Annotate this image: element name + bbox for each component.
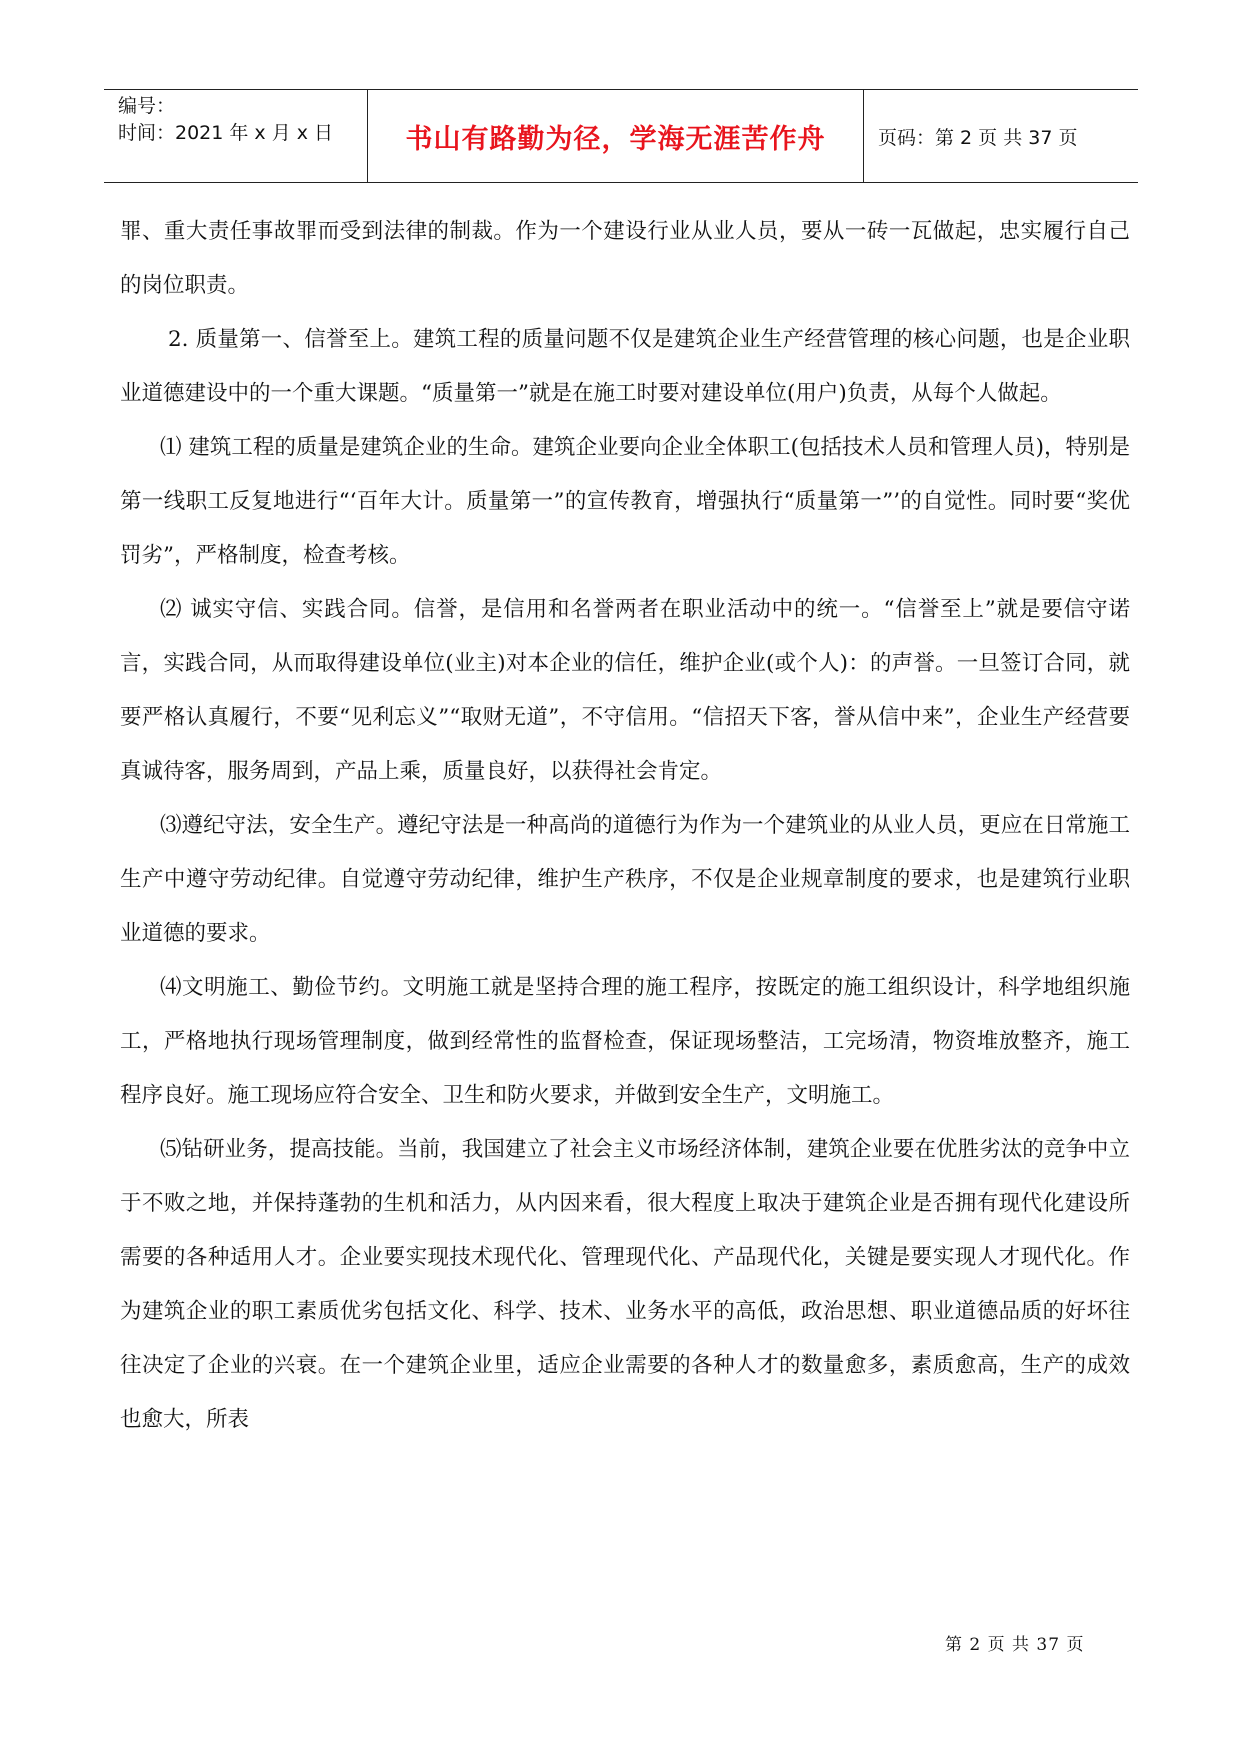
page-code-text: 页码：第 2 页 共 37 页 [878,126,1078,149]
header-meta [104,90,368,182]
header-motto-cell [368,90,864,182]
document-body [120,205,1130,1447]
paragraph-item-1: ⑴ 建筑工程的质量是建筑企业的生命。建筑企业要向企业全体职工(包括技术人员和管理人员)，特别是第一线职工反复地进行“‘百年大计。质量第一”的宣传教育，增强执行“质量第一”’的自觉性。同时要“奖优罚劣”，严格制度，检查考核。 [120,435,1130,568]
page-header [104,89,1138,183]
paragraph-item-5: ⑸钻研业务，提高技能。当前，我国建立了社会主义市场经济体制，建筑企业要在优胜劣汰的竞争中立于不败之地，并保持蓬勃的生机和活力，从内因来看，很大程度上取决于建筑企业是否拥有现代化建设所需要的各种适用人才。企业要实现技术现代化、管理现代化、产品现代化，关键是要实现人才现代化。作为建筑企业的职工素质优劣包括文化、科学、技术、业务水平的高低，政治思想、职业道德品质的好坏往往决定了企业的兴衰。在一个建筑企业里，适应企业需要的各种人才的数量愈多，素质愈高，生产的成效也愈大，所表 [120,1137,1130,1432]
paragraph-item-3: ⑶遵纪守法，安全生产。遵纪守法是一种高尚的道德行为作为一个建筑业的从业人员，更应在日常施工生产中遵守劳动纪律。自觉遵守劳动纪律，维护生产秩序，不仅是企业规章制度的要求，也是建筑行业职业道德的要求。 [120,813,1130,946]
header-page-code [864,90,1138,182]
time-label: 时间：2021 年 x 月 x 日 [118,122,334,144]
paragraph-item-2: ⑵ 诚实守信、实践合同。信誉，是信用和名誉两者在职业活动中的统一。“信誉至上”就是要信守诺言，实践合同，从而取得建设单位(业主)对本企业的信任，维护企业(或个人)：的声誉。一旦签订合同，就要严格认真履行，不要“见利忘义”“取财无道”，不守信用。“信招天下客，誉从信中来”，企业生产经营要真诚待客，服务周到，产品上乘，质量良好，以获得社会肯定。 [120,597,1130,784]
paragraph-item-4: ⑷文明施工、勤俭节约。文明施工就是坚持合理的施工程序，按既定的施工组织设计，科学地组织施工，严格地执行现场管理制度，做到经常性的监督检查，保证现场整洁，工完场清，物资堆放整齐，施工程序良好。施工现场应符合安全、卫生和防火要求，并做到安全生产，文明施工。 [120,975,1130,1108]
header-motto: 书山有路勤为径，学海无涯苦作舟 [405,123,826,155]
page-footer: 第 2 页 共 37 页 [945,1635,1085,1655]
paragraph-quality-first: 2. 质量第一、信誉至上。建筑工程的质量问题不仅是建筑企业生产经营管理的核心问题，也是企业职业道德建设中的一个重大课题。“质量第一”就是在施工时要对建设单位(用户)负责，从每个人做起。 [120,327,1130,406]
number-label: 编号： [118,95,176,117]
paragraph-continuation: 罪、重大责任事故罪而受到法律的制裁。作为一个建设行业从业人员，要从一砖一瓦做起，忠实履行自己的岗位职责。 [120,219,1130,298]
